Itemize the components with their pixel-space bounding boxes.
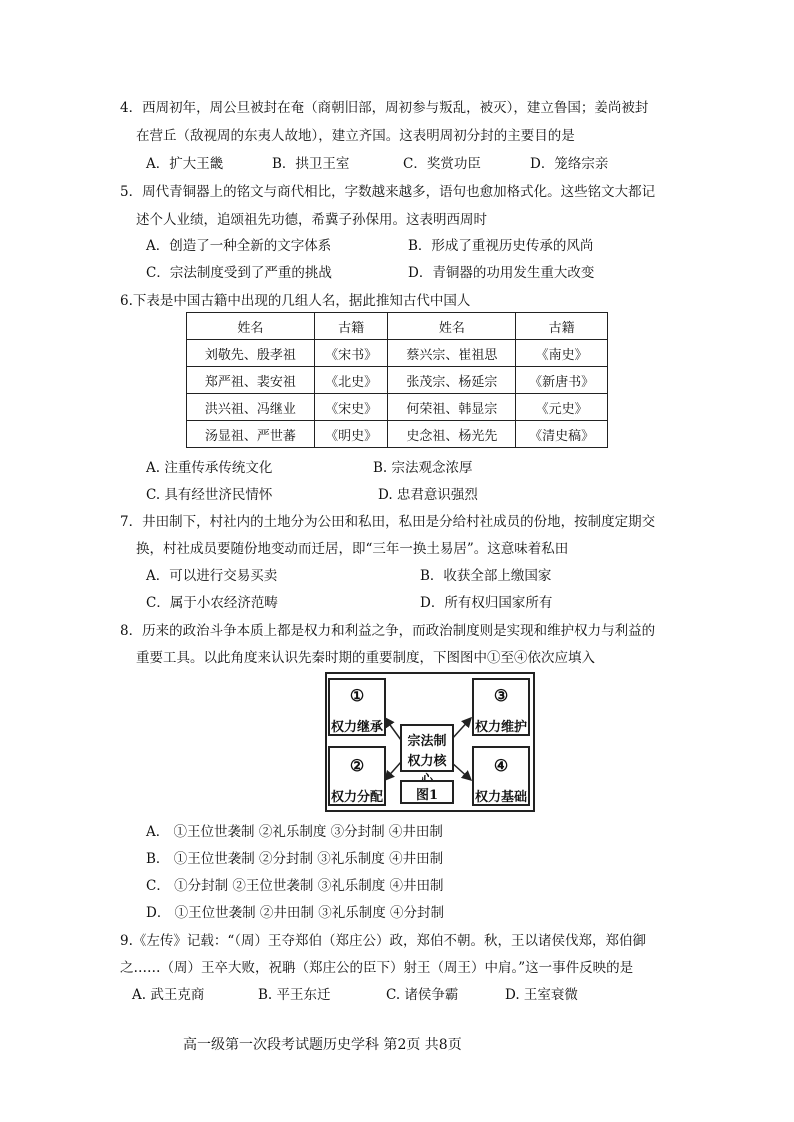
q6-option-b: B. 宗法观念浓厚 [373,460,473,476]
table-cell: 刘敬先、殷孝祖 [187,340,315,367]
table-cell: 《宋史》 [314,394,388,421]
blank-marker-2: ② [349,756,365,775]
q9-option-a: A. 武王克商 [132,987,205,1003]
q6-option-a: A. 注重传承传统文化 [146,460,273,476]
q4-option-c: C．奖赏功臣 [403,156,481,172]
q4-option-b: B．拱卫王室 [272,156,350,172]
names-table [186,312,608,448]
table-row [187,421,608,448]
blank-marker-4: ④ [493,756,509,775]
q4-stem-line2: 在营丘（敌视周的东夷人故地），建立齐国。这表明周初分封的主要目的是 [136,128,575,144]
table-header: 古籍 [516,313,608,340]
table-header: 姓名 [187,313,315,340]
q9-option-d: D. 王室衰微 [505,987,578,1003]
q7-option-c: C．属于小农经济范畴 [146,595,278,611]
table-row [187,340,608,367]
q8-option-b: B． ①王位世袭制 ②分封制 ③礼乐制度 ④井田制 [146,851,444,867]
q5-stem-line1: 5．周代青铜器上的铭文与商代相比，字数越来越多，语句也愈加格式化。这些铭文大都记 [120,184,656,200]
q5-option-b: B．形成了重视历史传承的风尚 [408,238,594,254]
table-row [187,367,608,394]
table-cell: 何荣祖、韩显宗 [388,394,516,421]
q4-option-d: D．笼络宗亲 [530,156,609,172]
q4-option-a: A．扩大王畿 [146,156,224,172]
table-cell: 《新唐书》 [516,367,608,394]
label-power-distribution: 权力分配 [330,790,383,805]
q5-option-c: C．宗法制度受到了严重的挑战 [146,265,332,281]
label-power-core: 权力核 [407,754,447,769]
q8-option-c: C． ①分封制 ②王位世袭制 ③礼乐制度 ④井田制 [146,878,444,894]
table-cell: 《清史稿》 [516,421,608,448]
table-cell: 汤显祖、严世蕃 [187,421,315,448]
table-cell: 《明史》 [314,421,388,448]
page-footer: 高一级第一次段考试题历史学科 第2页 共8页 [183,1037,462,1053]
q5-option-a: A．创造了一种全新的文字体系 [146,238,332,254]
q6-stem: 6.下表是中国古籍中出现的几组人名，据此推知古代中国人 [120,293,471,309]
q9-stem-line1: 9.《左传》记载：“（周）王夺郑伯（郑庄公）政，郑伯不朝。秋，王以诸侯伐郑，郑伯御 [120,933,647,949]
blank-marker-1: ① [349,686,365,705]
table-cell: 张茂宗、杨延宗 [388,367,516,394]
table-cell: 史念祖、杨光先 [388,421,516,448]
box-power-inheritance [328,678,386,736]
box-power-maintenance [472,678,530,736]
q7-stem-line1: 7．井田制下，村社内的土地分为公田和私田，私田是分给村社成员的份地，按制度定期交 [120,514,656,530]
table-cell: 郑严祖、裴安祖 [187,367,315,394]
q8-stem-line2: 重要工具。以此角度来认识先秦时期的重要制度，下图图中①至④依次应填入 [136,650,595,666]
q9-option-c: C. 诸侯争霸 [386,987,459,1003]
table-cell: 《南史》 [516,340,608,367]
label-power-maintenance: 权力维护 [474,720,527,735]
table-cell: 洪兴祖、冯继业 [187,394,315,421]
box-power-foundation [472,746,530,806]
q7-option-b: B．收获全部上缴国家 [420,568,552,584]
q8-option-a: A． ①王位世袭制 ②礼乐制度 ③分封制 ④井田制 [146,824,443,840]
table-row [187,394,608,421]
q4-stem-line1: 4．西周初年，周公旦被封在奄（商朝旧部，周初参与叛乱，被灭），建立鲁国；姜尚被封 [120,100,649,116]
q5-stem-line2: 述个人业绩，追颂祖先功德，希冀子孙保用。这表明西周时 [136,212,487,228]
q5-option-d: D．青铜器的功用发生重大改变 [408,265,595,281]
q7-stem-line2: 换，村社成员要随份地变动而迁居，即“三年一换土易居”。这意味着私田 [136,541,569,557]
figure-caption-box [400,780,454,804]
box-power-distribution [328,746,386,806]
power-diagram [325,672,535,812]
blank-marker-3: ③ [493,686,509,705]
q8-stem-line1: 8．历来的政治斗争本质上都是权力和利益之争，而政治制度则是实现和维护权力与利益的 [120,623,656,639]
table-header: 古籍 [314,313,388,340]
table-header-row [187,313,608,340]
label-power-foundation: 权力基础 [474,790,527,805]
q9-stem-line2: 之……（周）王卒大败，祝聃（郑庄公的臣下）射王（周王）中肩。”这一事件反映的是 [120,960,634,976]
label-power-inheritance: 权力继承 [330,720,383,735]
table-cell: 《北史》 [314,367,388,394]
label-clan-system: 宗法制 [407,734,447,749]
q9-option-b: B. 平王东迁 [258,987,331,1003]
q6-option-c: C. 具有经世济民情怀 [146,487,273,503]
box-clan-system [400,724,454,772]
figure-caption: 图1 [415,788,439,803]
q6-option-d: D. 忠君意识强烈 [378,487,478,503]
q7-option-a: A．可以进行交易买卖 [146,568,278,584]
q7-option-d: D．所有权归国家所有 [420,595,553,611]
table-cell: 《元史》 [516,394,608,421]
table-cell: 蔡兴宗、崔祖思 [388,340,516,367]
table-cell: 《宋书》 [314,340,388,367]
table-header: 姓名 [388,313,516,340]
q8-option-d: D． ①王位世袭制 ②井田制 ③礼乐制度 ④分封制 [146,905,444,921]
